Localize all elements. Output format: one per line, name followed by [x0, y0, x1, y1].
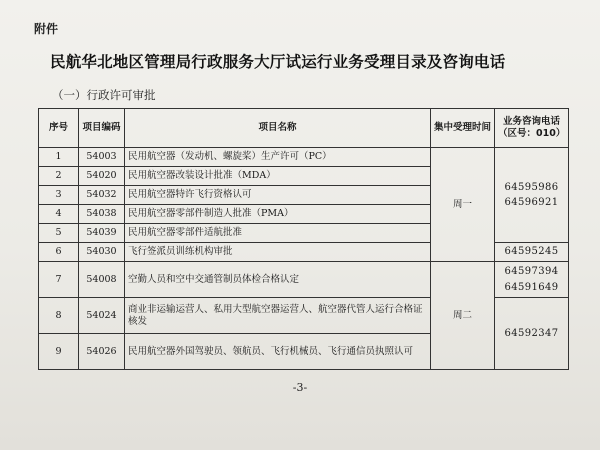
- row-seq: 3: [39, 186, 79, 205]
- phone-rows-8-9: 64592347: [495, 298, 569, 370]
- service-directory-table: [38, 108, 569, 370]
- row-code: 54032: [79, 186, 125, 205]
- row-seq: 5: [39, 224, 79, 243]
- row-seq: 7: [39, 262, 79, 298]
- row-name: 民用航空器改装设计批准（MDA）: [125, 167, 431, 186]
- row-code: 54026: [79, 334, 125, 370]
- table-row: [39, 148, 569, 167]
- row-name: 民用航空器（发动机、螺旋桨）生产许可（PC）: [125, 148, 431, 167]
- row-name: 民用航空器零部件适航批准: [125, 224, 431, 243]
- row-name: 飞行签派员训练机构审批: [125, 243, 431, 262]
- phone-row-6: 64595245: [495, 243, 569, 262]
- phone-number: 64597394: [504, 266, 559, 277]
- section-heading: （一）行政许可审批: [52, 88, 156, 102]
- header-phone: 业务咨询电话（区号：010）: [495, 109, 569, 148]
- row-code: 54024: [79, 298, 125, 334]
- row-code: 54030: [79, 243, 125, 262]
- table-row: [39, 262, 569, 298]
- header-code: 项目编码: [79, 109, 125, 148]
- header-time: 集中受理时间: [431, 109, 495, 148]
- row-name: 商业非运输运营人、私用大型航空器运营人、航空器代管人运行合格证核发: [125, 298, 431, 334]
- row-name: 民用航空器外国驾驶员、领航员、飞行机械员、飞行通信员执照认可: [125, 334, 431, 370]
- phone-number: 64596921: [504, 197, 559, 208]
- header-seq: 序号: [39, 109, 79, 148]
- row-seq: 8: [39, 298, 79, 334]
- row-code: 54039: [79, 224, 125, 243]
- phone-number: 64595986: [504, 181, 559, 193]
- time-group-tuesday: 周二: [431, 262, 495, 370]
- row-seq: 2: [39, 167, 79, 186]
- row-code: 54008: [79, 262, 125, 298]
- row-seq: 4: [39, 205, 79, 224]
- attachment-label: 附件: [34, 22, 59, 36]
- page-number: -3-: [292, 381, 308, 394]
- row-name: 民用航空器特许飞行资格认可: [125, 186, 431, 205]
- row-seq: 1: [39, 148, 79, 167]
- table-header-row: [39, 109, 569, 148]
- row-seq: 6: [39, 243, 79, 262]
- phone-row-7: [495, 262, 569, 298]
- row-code: 54003: [79, 148, 125, 167]
- row-code: 54038: [79, 205, 125, 224]
- phone-group-1-5: [495, 148, 569, 243]
- row-seq: 9: [39, 334, 79, 370]
- row-name: 民用航空器零部件制造人批准（PMA）: [125, 205, 431, 224]
- row-name: 空勤人员和空中交通管制员体检合格认定: [125, 262, 431, 298]
- header-name: 项目名称: [125, 109, 431, 148]
- row-code: 54020: [79, 167, 125, 186]
- time-group-monday: 周一: [431, 148, 495, 262]
- phone-number: 64591649: [504, 281, 559, 293]
- document-title: 民航华北地区管理局行政服务大厅试运行业务受理目录及咨询电话: [50, 53, 506, 71]
